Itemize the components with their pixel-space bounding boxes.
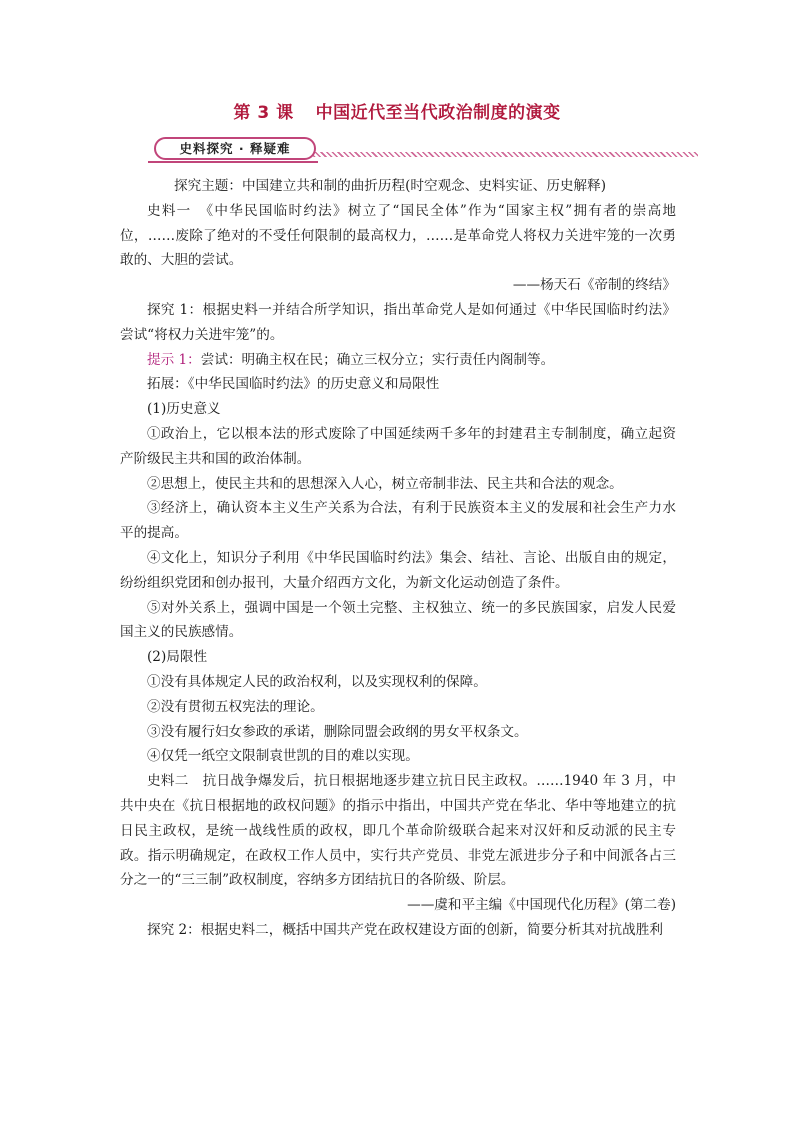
hint-one-text: 尝试：明确主权在民；确立三权分立；实行责任内阁制等。 [200, 351, 555, 368]
hint-one-label: 提示 1： [147, 351, 201, 368]
hint-one [120, 348, 676, 373]
lesson-title-text: 中国近代至当代政治制度的演变 [315, 103, 561, 123]
lesson-title [0, 98, 794, 123]
limitations-heading: (2)局限性 [147, 649, 208, 666]
banner-decoration-line [308, 152, 698, 157]
limitation-item: ③没有履行妇女参政的承诺，删除同盟会政纲的男女平权条文。 [147, 723, 528, 740]
section-banner-label: 史料探究 · 释疑难 [154, 137, 316, 160]
limitation-item: ①没有具体规定人民的政治权利，以及实现权利的保障。 [147, 673, 487, 690]
significance-item: ④文化上，知识分子利用《中华民国临时约法》集会、结社、言论、出版自由的规定，纷纷组织党团和创办报刊，大量介绍西方文化，为新文化运动创造了条件。 [120, 549, 676, 591]
inquiry-theme: 探究主题：中国建立共和制的曲折历程(时空观念、史料实证、历史解释) [174, 178, 607, 194]
significance-heading: (1)历史意义 [147, 401, 221, 418]
source-two-citation: ——虞和平主编《中国现代化历程》(第二卷) [407, 897, 676, 914]
section-banner [148, 137, 698, 163]
inquiry-one-question: 探究 1：根据史料一并结合所学知识，指出革命党人是如何通过《中华民国临时约法》尝试“将权力关进牢笼”的。 [120, 301, 676, 343]
significance-item: ②思想上，使民主共和的思想深入人心，树立帝制非法、民主共和合法的观念。 [147, 475, 623, 492]
lesson-number: 第 3 课 [233, 103, 294, 123]
limitation-item: ④仅凭一纸空文限制袁世凯的目的难以实现。 [147, 748, 419, 765]
banner-underline [148, 161, 318, 163]
significance-item: ③经济上，确认资本主义生产关系为合法，有利于民族资本主义的发展和社会生产力水平的提高。 [120, 500, 676, 542]
limitation-item: ②没有贯彻五权宪法的理论。 [147, 698, 324, 715]
significance-item: ⑤对外关系上，强调中国是一个领土完整、主权独立、统一的多民族国家，启发人民爱国主义的民族感情。 [120, 599, 676, 641]
source-one-citation: ——杨天石《帝制的终结》 [512, 277, 676, 294]
extension-heading: 拓展：《中华民国临时约法》的历史意义和局限性 [147, 376, 440, 393]
document-body [120, 174, 676, 943]
significance-item: ①政治上，它以根本法的形式废除了中国延续两千多年的封建君主专制制度，确立起资产阶级民主共和国的政治体制。 [120, 425, 676, 467]
inquiry-two-question: 探究 2：根据史料二，概括中国共产党在政权建设方面的创新，简要分析其对抗战胜利 [147, 921, 663, 938]
source-two-text: 史料二 抗日战争爆发后，抗日根据地逐步建立抗日民主政权。……1940 年 3 月，中共中央在《抗日根据地的政权问题》的指示中指出，中国共产党在华北、华中等地建立的抗日民主政权，是统一战线性质的政权，即几个革命阶级联合起来对汉奸和反动派的民主专政。指示明确规定，在政权工作人员中，实行共产党员、非党左派进步分子和中间派各占三分之一的“三三制”政权制度，容纳多方团结抗日的各阶级、阶层。 [120, 773, 676, 889]
source-one-text: 史料一 《中华民国临时约法》树立了“国民全体”作为“国家主权”拥有者的崇高地位，……废除了绝对的不受任何限制的最高权力，……是革命党人将权力关进牢笼的一次勇敢的、大胆的尝试。 [120, 202, 676, 269]
